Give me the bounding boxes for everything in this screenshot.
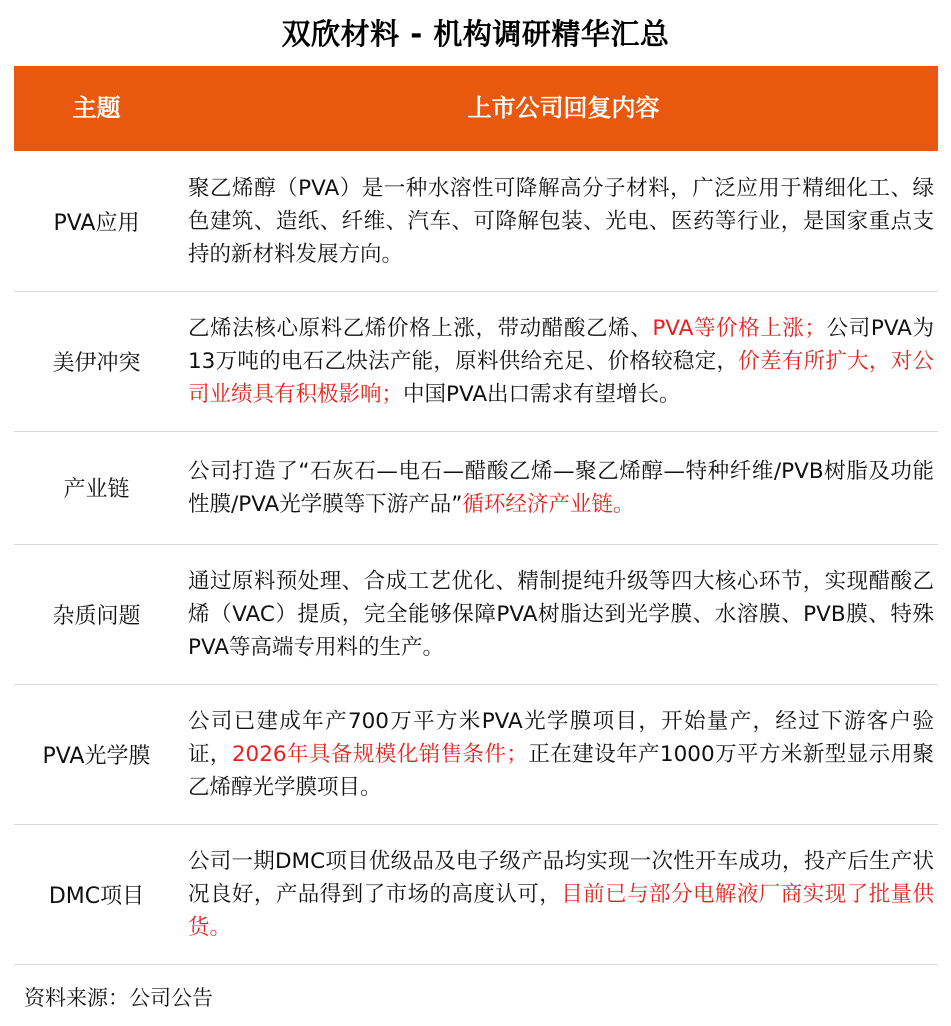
row-topic: 杂质问题 [52,603,141,629]
row-content: 乙烯法核心原料乙烯价格上涨，带动醋酸乙烯、PVA等价格上涨；公司PVA为13万吨的电石乙炔法产能，原料供给充足、价格较稳定，价差有所扩大，对公司业绩具有积极影响；中国PVA出口需求有望增长。 [188,315,934,407]
row-content: 公司打造了“石灰石—电石—醋酸乙烯—聚乙烯醇—特种纤维/PVB树脂及功能性膜/PVA光学膜等下游产品”循环经济产业链。 [188,458,934,517]
row-topic: 美伊冲突 [52,350,141,376]
table-header [14,66,938,151]
row-content: 公司已建成年产700万平方米PVA光学膜项目，开始量产，经过下游客户验证，2026年具备规模化销售条件；正在建设年产1000万平方米新型显示用聚乙烯醇光学膜项目。 [188,708,935,800]
row-topic: 产业链 [63,477,130,502]
row-topic: PVA应用 [53,210,140,236]
row-content: 聚乙烯醇（PVA）是一种水溶性可降解高分子材料，广泛应用于精细化工、绿色建筑、造纸、纤维、汽车、可降解包装、光电、医药等行业，是国家重点支持的新材料发展方向。 [188,175,934,267]
row-content: 公司一期DMC项目优级品及电子级产品均实现一次性开车成功，投产后生产状况良好，产品得到了市场的高度认可，目前已与部分电解液厂商实现了批量供货。 [188,848,934,940]
row-topic: PVA光学膜 [42,743,151,769]
row-topic: DMC项目 [48,883,145,909]
header-topic: 主题 [72,94,121,122]
page-title: 双欣材料 - 机构调研精华汇总 [281,17,670,51]
table-row [14,151,938,292]
table-row [14,291,938,432]
row-content: 通过原料预处理、合成工艺优化、精制提纯升级等四大核心环节，实现醋酸乙烯（VAC）提质，完全能够保障PVA树脂达到光学膜、水溶膜、PVB膜、特殊PVA等高端专用料的生产。 [188,568,934,660]
table-row [14,824,938,965]
table-row [14,544,938,685]
table-row [14,431,938,545]
header-content: 上市公司回复内容 [467,94,660,122]
table-row [14,684,938,825]
source-note: 资料来源：公司公告 [24,986,213,1010]
